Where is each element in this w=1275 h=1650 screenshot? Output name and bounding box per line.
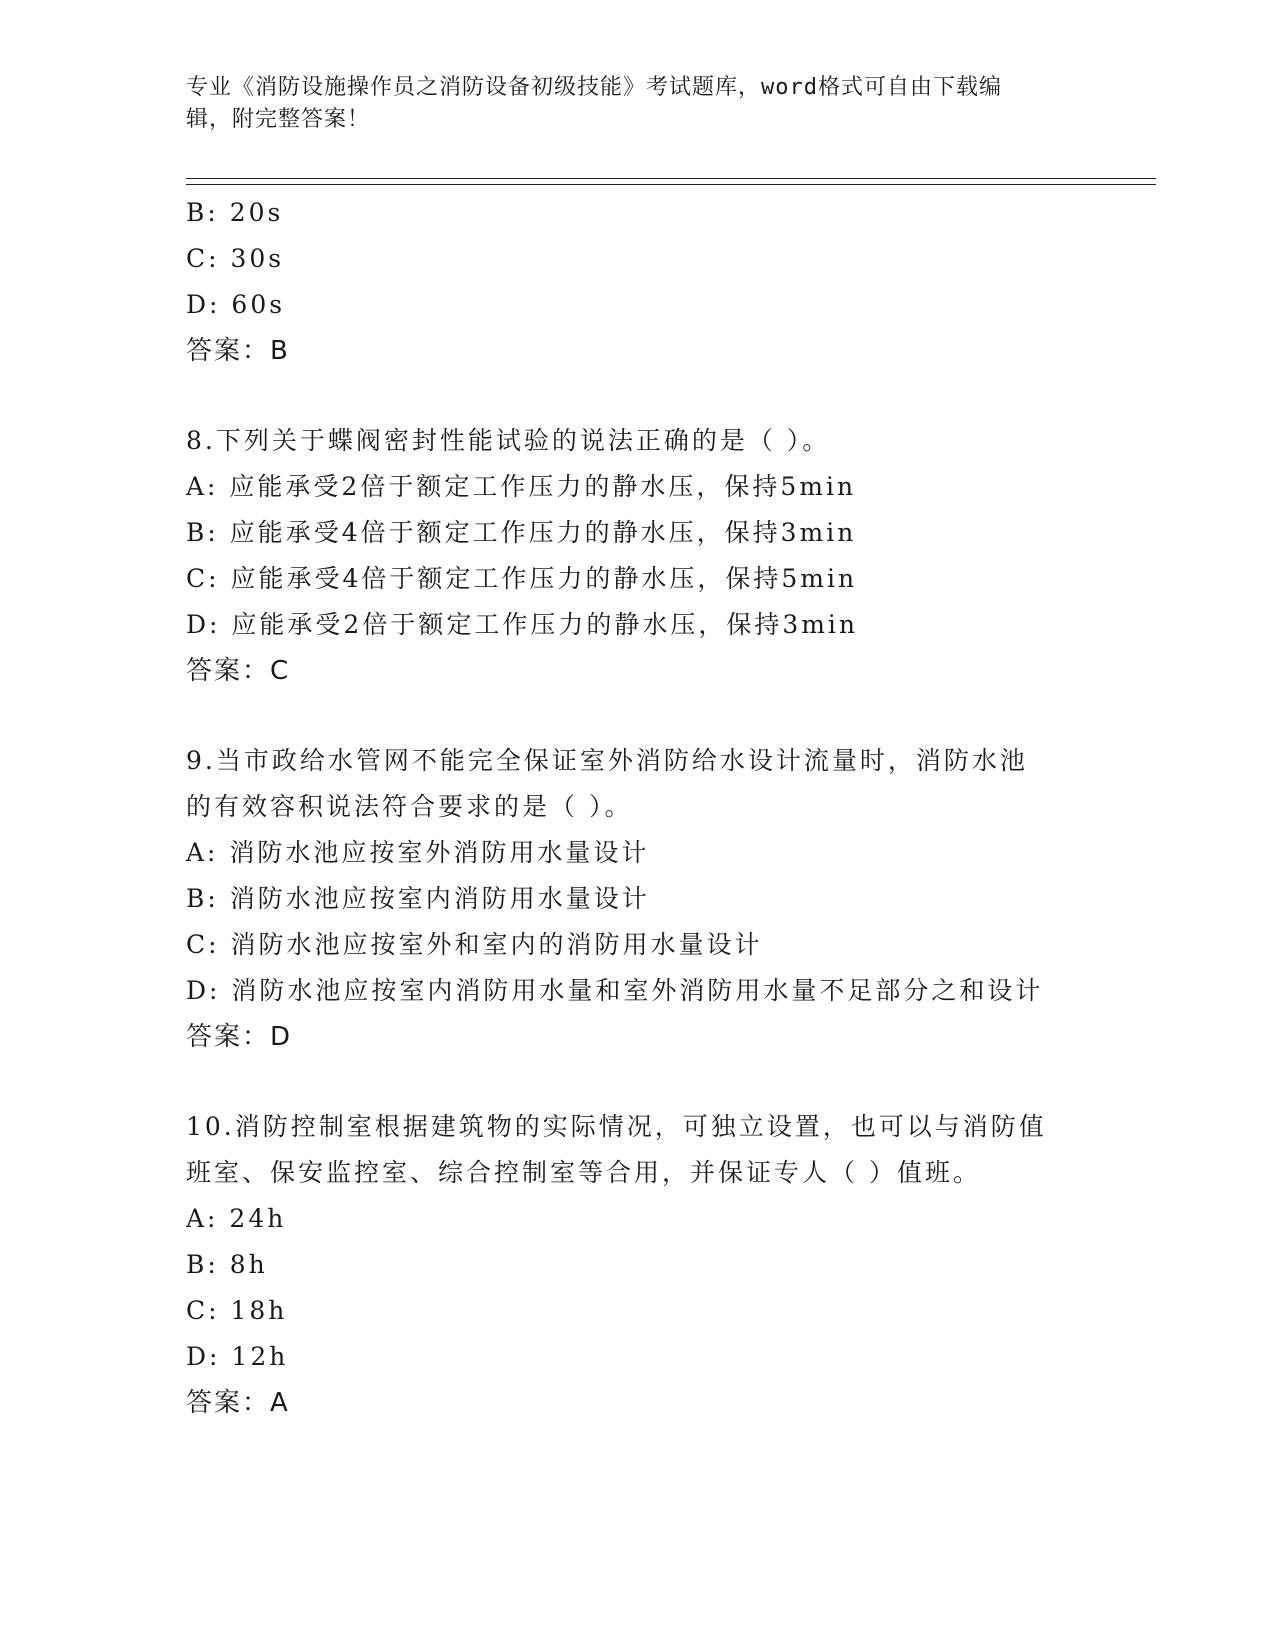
question-10-block bbox=[186, 1104, 1086, 1426]
option-c: C: 应能承受4倍于额定工作压力的静水压，保持5min bbox=[186, 564, 858, 593]
spacer bbox=[186, 694, 1086, 738]
option-c: C: 30s bbox=[186, 244, 285, 273]
option-b: B: 8h bbox=[186, 1250, 268, 1279]
question-8-block bbox=[186, 418, 1086, 694]
question-9-block bbox=[186, 738, 1086, 1060]
document-header bbox=[186, 72, 1066, 136]
answer: 答案：A bbox=[186, 1388, 290, 1418]
question-text: 8.下列关于蝶阀密封性能试验的说法正确的是（ ）。 bbox=[186, 426, 831, 455]
option-b: B: 应能承受4倍于额定工作压力的静水压，保持3min bbox=[186, 518, 857, 547]
question-text: 10.消防控制室根据建筑物的实际情况，可独立设置，也可以与消防值 bbox=[186, 1112, 1047, 1141]
question-list bbox=[186, 190, 1086, 1426]
spacer bbox=[186, 374, 1086, 418]
question-7-block bbox=[186, 190, 1086, 374]
option-c: C: 18h bbox=[186, 1296, 288, 1325]
answer: 答案：C bbox=[186, 656, 291, 686]
header-line-1: 专业《消防设施操作员之消防设备初级技能》考试题库，word格式可自由下载编 bbox=[186, 75, 1002, 100]
header-divider-bottom bbox=[186, 184, 1156, 185]
question-text: 9.当市政给水管网不能完全保证室外消防给水设计流量时，消防水池 bbox=[186, 746, 1028, 775]
header-line-2: 辑，附完整答案！ bbox=[186, 107, 371, 132]
header-divider-top bbox=[186, 178, 1156, 179]
answer: 答案：D bbox=[186, 1022, 293, 1052]
option-d: D: 消防水池应按室内消防用水量和室外消防用水量不足部分之和设计 bbox=[186, 976, 1044, 1005]
option-d: D: 应能承受2倍于额定工作压力的静水压，保持3min bbox=[186, 610, 859, 639]
option-b: B: 消防水池应按室内消防用水量设计 bbox=[186, 884, 650, 913]
answer: 答案：B bbox=[186, 336, 290, 366]
question-text: 的有效容积说法符合要求的是（ ）。 bbox=[186, 792, 633, 821]
option-a: A: 消防水池应按室外消防用水量设计 bbox=[186, 838, 650, 867]
option-b: B: 20s bbox=[186, 198, 284, 227]
option-c: C: 消防水池应按室外和室内的消防用水量设计 bbox=[186, 930, 763, 959]
spacer bbox=[186, 1060, 1086, 1104]
option-d: D: 60s bbox=[186, 290, 286, 319]
option-a: A: 应能承受2倍于额定工作压力的静水压，保持5min bbox=[186, 472, 857, 501]
option-d: D: 12h bbox=[186, 1342, 289, 1371]
question-text: 班室、保安监控室、综合控制室等合用，并保证专人（ ）值班。 bbox=[186, 1158, 981, 1187]
option-a: A: 24h bbox=[186, 1204, 287, 1233]
